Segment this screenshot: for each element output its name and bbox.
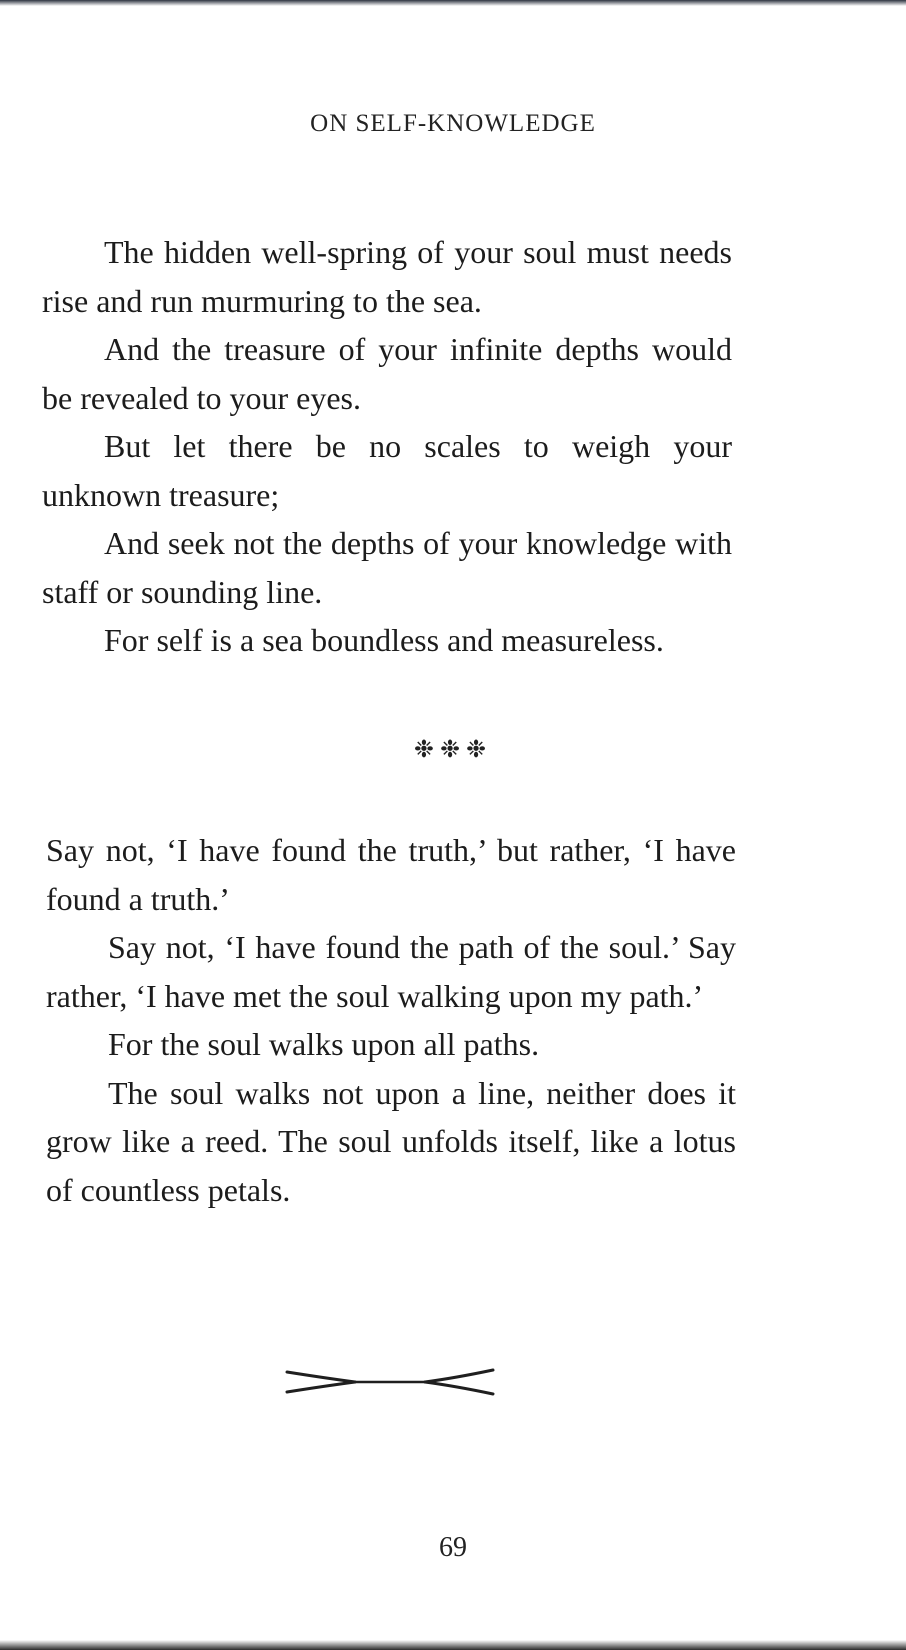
double-arrow-flourish-icon: [285, 1362, 495, 1402]
paragraph: For self is a sea boundless and measureless.: [104, 622, 664, 658]
running-head: ON SELF-KNOWLEDGE: [310, 110, 596, 137]
section-self-knowledge-sea: [42, 228, 732, 665]
page-top-edge: [0, 0, 906, 6]
paragraph: Say not, ‘I have found the path of the soul.’ Say rather, ‘I have met the soul walking upon my path.’: [46, 929, 736, 1014]
section-separator-stars: [0, 735, 906, 764]
page-number: 69: [439, 1532, 467, 1563]
section-soul-path: [46, 826, 736, 1214]
paragraph: Say not, ‘I have found the truth,’ but rather, ‘I have found a truth.’: [46, 832, 736, 917]
paragraph: And the treasure of your infinite depths would be revealed to your eyes.: [42, 331, 732, 416]
paragraph: The hidden well-spring of your soul must needs rise and run murmuring to the sea.: [42, 234, 732, 319]
paragraph: For the soul walks upon all paths.: [108, 1026, 540, 1062]
asterism-icon: ❉❉❉: [413, 737, 493, 763]
paragraph: But let there be no scales to weigh your unknown treasure;: [42, 428, 732, 513]
page-bottom-edge: [0, 1640, 906, 1650]
paragraph: And seek not the depths of your knowledge with staff or sounding line.: [42, 525, 732, 610]
paragraph: The soul walks not upon a line, neither does it grow like a reed. The soul unfolds itself, like a lotus of countless petals.: [46, 1074, 736, 1208]
